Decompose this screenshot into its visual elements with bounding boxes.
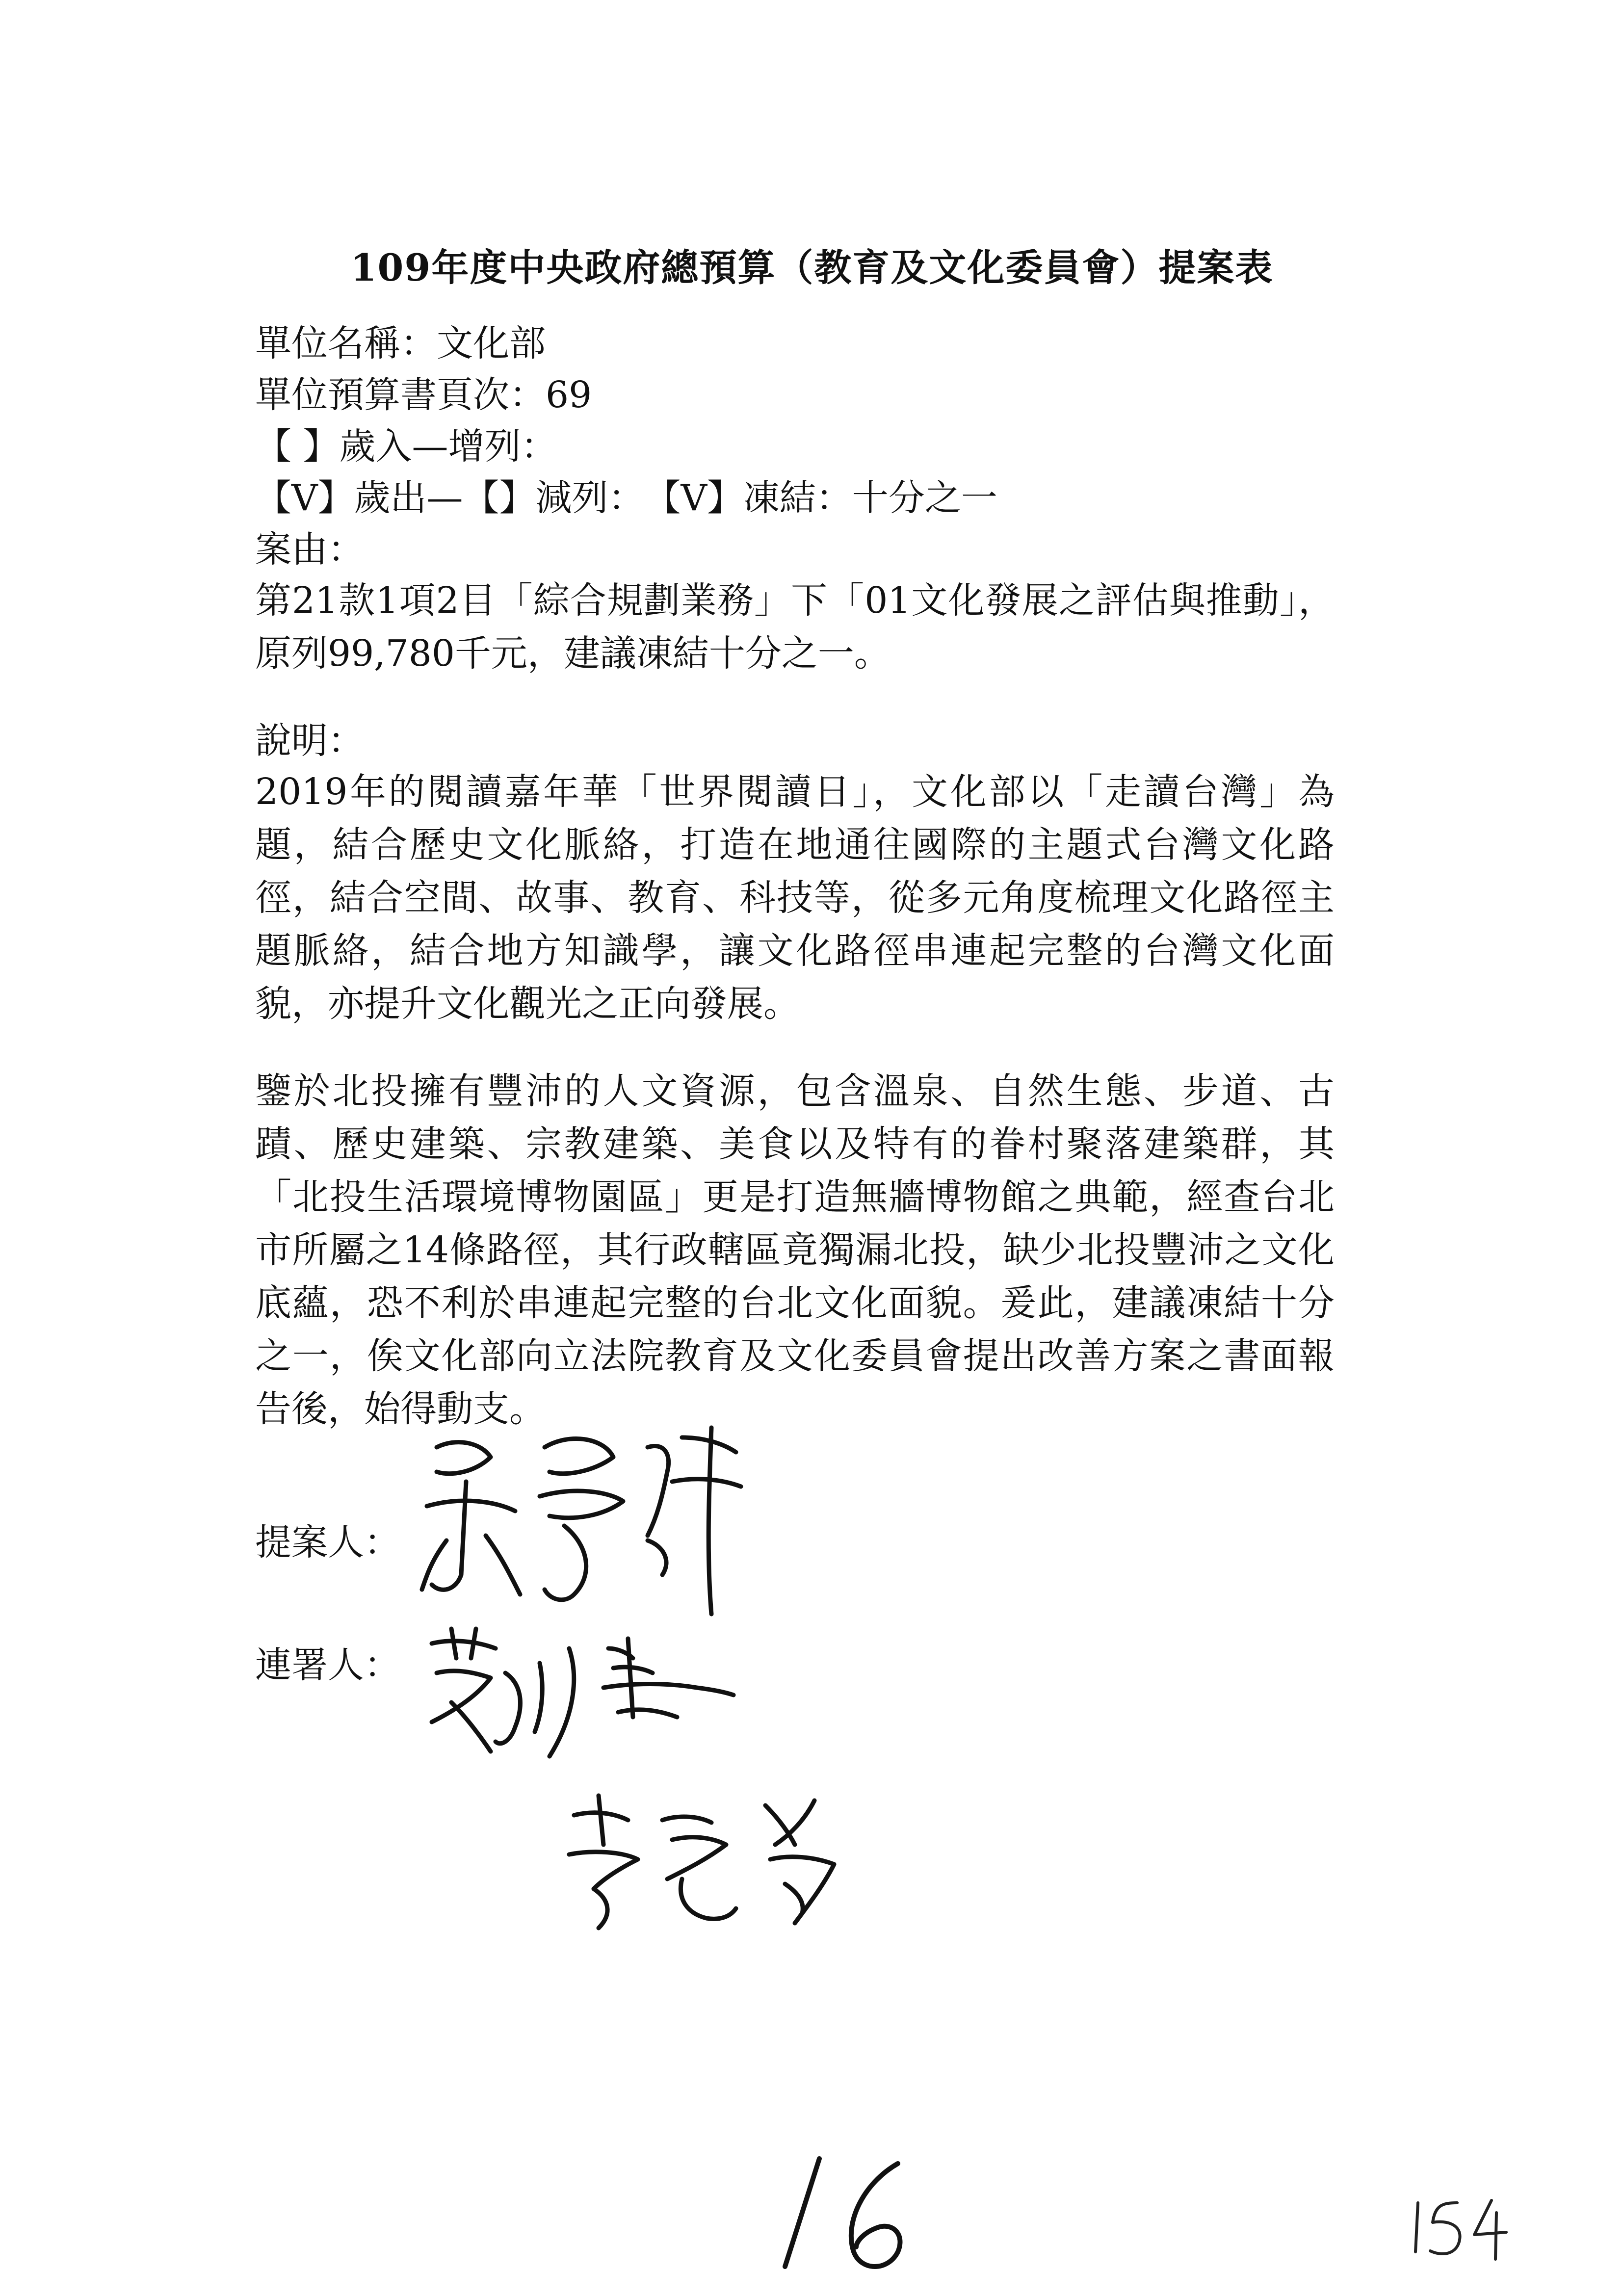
handwritten-number-16 (765, 2149, 942, 2276)
case-label: 案由： (255, 528, 364, 571)
expense-line: 【V】歲出—【】減列： 【V】凍結：十分之一 (255, 477, 997, 519)
revenue-line: 【 】歲入—增列： (255, 425, 557, 468)
explain-paragraph-1: 2019年的閱讀嘉年華「世界閱讀日」，文化部以「走讀台灣」為題，結合歷史文化脈絡，打造在地通往國際的主題式台灣文化路徑，結合空間、故事、教育、科技等，從多元角度梳理文化路徑主題脈絡，結合地方知識學，讓文化路徑串連起完整的台灣文化面貌，亦提升文化觀光之正向發展。 (255, 771, 1335, 1025)
document-title: 109年度中央政府總預算（教育及文化委員會）提案表 (350, 246, 1274, 289)
budget-page: 單位預算書頁次：69 (255, 374, 592, 416)
proposer-label: 提案人： (255, 1521, 400, 1564)
explain-label: 說明： (255, 720, 364, 762)
case-text: 第21款1項2目「綜合規劃業務」下「01文化發展之評估與推動」，原列99,780千元，建議凍結十分之一。 (255, 579, 1335, 675)
proposer-signature (417, 1418, 751, 1624)
cosigner-label: 連署人： (255, 1644, 400, 1686)
page-number-154 (1408, 2193, 1511, 2262)
explain-paragraph-2: 鑒於北投擁有豐沛的人文資源，包含溫泉、自然生態、步道、古蹟、歷史建築、宗教建築、美食以及特有的眷村聚落建築群，其「北投生活環境博物園區」更是打造無牆博物館之典範，經查台北市所屬之14條路徑，其行政轄區竟獨漏北投，缺少北投豐沛之文化底蘊，恐不利於串連起完整的台北文化面貌。爰此，建議凍結十分之一，俟文化部向立法院教育及文化委員會提出改善方案之書面報告後，始得動支。 (255, 1070, 1335, 1430)
cosigner-signature-2 (559, 1786, 854, 1933)
cosigner-signature-1 (422, 1619, 736, 1766)
unit-name: 單位名稱：文化部 (255, 322, 546, 365)
